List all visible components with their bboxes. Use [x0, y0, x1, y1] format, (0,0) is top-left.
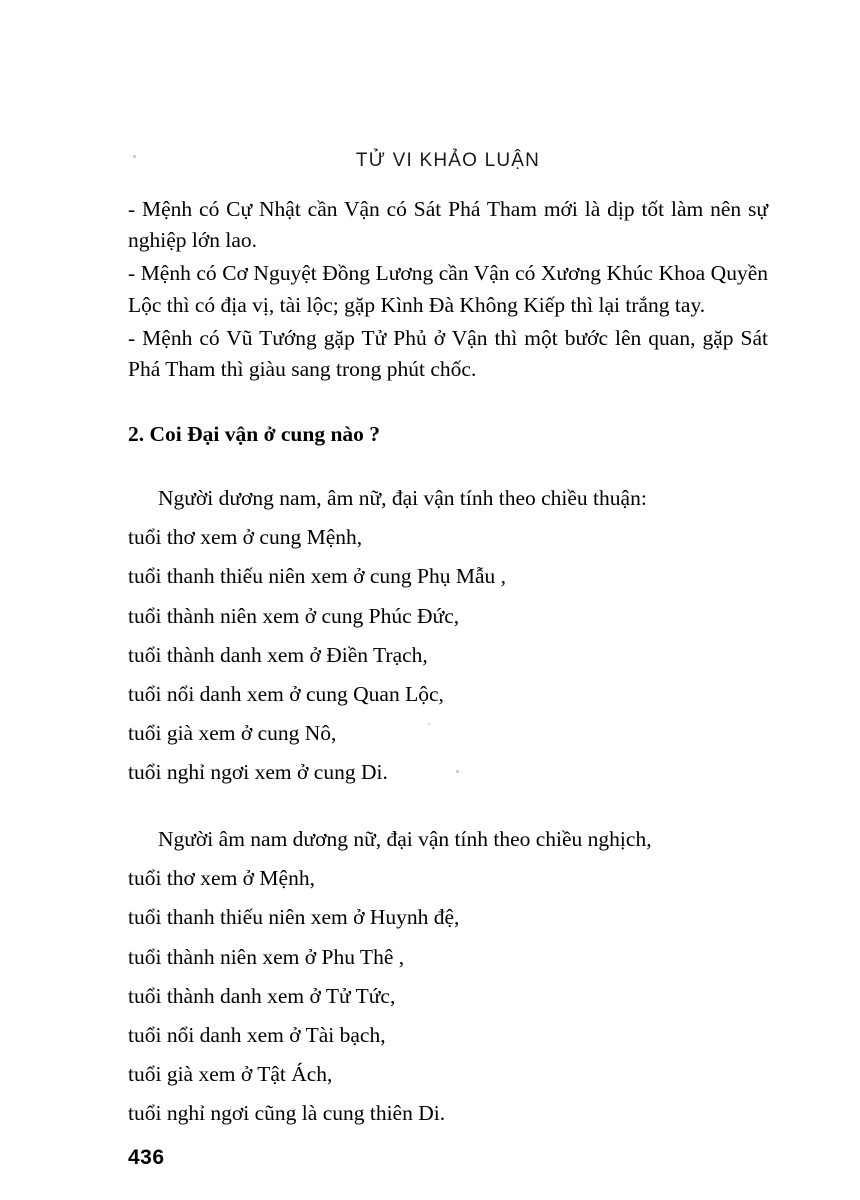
list-item: tuổi già xem ở Tật Ách,: [128, 1061, 333, 1086]
paragraph: - Mệnh có Vũ Tướng gặp Tử Phủ ở Vận thì một bước lên quan, gặp Sát Phá Tham thì giàu sang trong phút chốc.: [128, 325, 768, 381]
page-content: [128, 150, 768, 1133]
list-item: tuổi nghỉ ngơi xem ở cung Di.: [128, 760, 388, 784]
list-item: tuổi thơ xem ở Mệnh,: [128, 866, 315, 891]
paragraph: - Mệnh có Cự Nhật cần Vận có Sát Phá Tham mới là dịp tốt làm nên sự nghiệp lớn lao.: [128, 197, 768, 253]
list-item: tuổi nổi danh xem ở Tài bạch,: [128, 1022, 386, 1047]
list-item: tuổi thành danh xem ở Điền Trạch,: [128, 642, 428, 667]
running-head: TỬ VI KHẢO LUẬN: [355, 150, 541, 171]
paragraph: - Mệnh có Cơ Nguyệt Đồng Lương cần Vận có Xương Khúc Khoa Quyền Lộc thì có địa vị, tài lộc; gặp Kình Đà Không Kiếp thì lại trắng tay.: [128, 261, 768, 317]
list-item: tuổi thanh thiếu niên xem ở cung Phụ Mẫu ,: [128, 564, 507, 589]
list-item: tuổi thơ xem ở cung Mệnh,: [128, 525, 363, 550]
list-item: tuổi nghỉ ngơi cũng là cung thiên Di.: [128, 1101, 446, 1125]
list-item: tuổi thanh thiếu niên xem ở Huynh đệ,: [128, 905, 460, 930]
list-lead-line: Người âm nam dương nữ, đại vận tính theo chiều nghịch,: [158, 827, 652, 852]
list-item: tuổi thành niên xem ở cung Phúc Đức,: [128, 603, 460, 628]
list-lead-line: Người dương nam, âm nữ, đại vận tính theo chiều thuận:: [158, 486, 647, 511]
section-heading: 2. Coi Đại vận ở cung nào ?: [128, 422, 381, 447]
list-item: tuổi thành danh xem ở Tử Tức,: [128, 983, 396, 1008]
list-item: tuổi già xem ở cung Nô,: [128, 720, 337, 745]
list-item: tuổi nổi danh xem ở cung Quan Lộc,: [128, 681, 444, 706]
block-spacer: [128, 792, 768, 820]
list-item: tuổi thành niên xem ở Phu Thê ,: [128, 944, 405, 969]
page-number: 436: [128, 1146, 165, 1169]
